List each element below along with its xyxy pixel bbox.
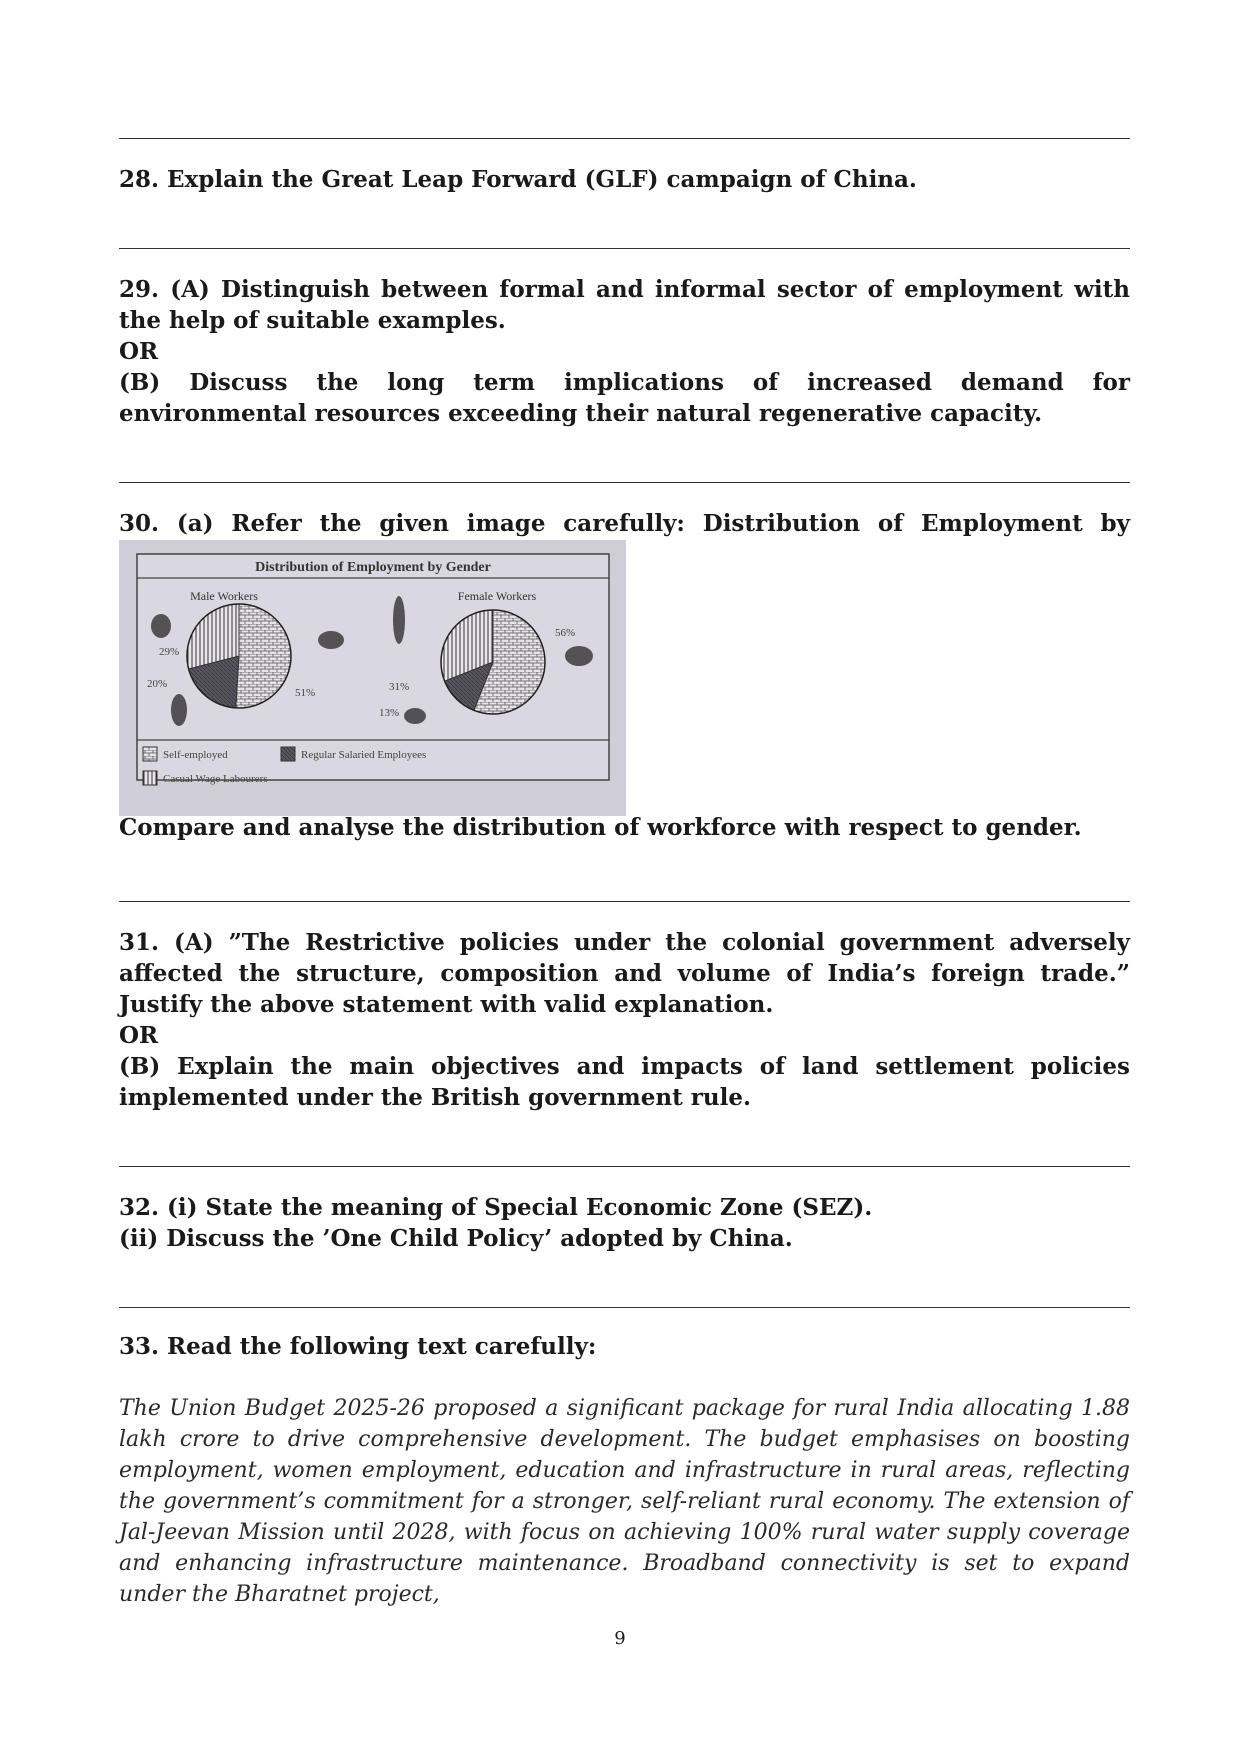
pie-slice-label: 31% xyxy=(389,681,410,693)
question-28 xyxy=(119,164,1130,195)
question-32-part-i: 32. (i) State the meaning of Special Economic Zone (SEZ). xyxy=(119,1194,873,1221)
divider xyxy=(119,138,1130,139)
question-29-part-a: 29. (A) Distinguish between formal and informal sector of employment with the help of suitable examples. xyxy=(119,276,1130,334)
legend-label: Self-employed xyxy=(163,749,228,761)
question-33-passage: The Union Budget 2025-26 proposed a significant package for rural India allocating 1.88 lakh crore to drive comprehensive development. The budget emphasises on boosting employment, women employment, education and infrastructure in rural areas, reflecting the government’s commitment for a stronger, self-reliant rural economy. The extension of Jal-Jeevan Mission until 2028, with focus on achieving 100% rural water supply coverage and enhancing infrastructure maintenance. Broadband connectivity is set to expand under the Bharatnet project, xyxy=(119,1396,1130,1607)
pie-slice-label: 56% xyxy=(555,627,576,639)
legend-label: Casual Wage Labourers xyxy=(163,773,268,785)
legend-swatch xyxy=(281,747,295,761)
question-32 xyxy=(119,1192,1130,1254)
worker-figure-icon xyxy=(171,694,187,726)
pie-slice-label: 29% xyxy=(159,646,180,658)
question-31-part-a: 31. (A) ”The Restrictive policies under the colonial government adversely affected the structure, composition and volume of India’s foreign trade.” Justify the above statement with valid explanation. xyxy=(119,929,1130,1018)
question-33-intro: 33. Read the following text carefully: xyxy=(119,1333,597,1360)
or-label: OR xyxy=(119,1022,159,1049)
divider xyxy=(119,482,1130,483)
divider xyxy=(119,248,1130,249)
question-29-part-b: (B) Discuss the long term implications of increased demand for environmental resources exceeding their natural regenerative capacity. xyxy=(119,369,1130,427)
divider xyxy=(119,1307,1130,1308)
question-30-intro-text: 30. (a) Refer the given image carefully: Distribution of Employment by xyxy=(119,510,1130,537)
worker-figure-icon xyxy=(318,631,344,649)
pie-slice-label: 13% xyxy=(379,707,400,719)
question-29 xyxy=(119,274,1130,429)
question-33 xyxy=(119,1331,1130,1362)
pie-slice-label: 20% xyxy=(147,678,168,690)
question-28-text: 28. Explain the Great Leap Forward (GLF) campaign of China. xyxy=(119,166,917,193)
worker-figure-icon xyxy=(565,646,593,666)
worker-figure-icon xyxy=(393,596,405,644)
question-32-part-ii: (ii) Discuss the ’One Child Policy’ adopted by China. xyxy=(119,1225,793,1252)
divider xyxy=(119,901,1130,902)
or-label: OR xyxy=(119,338,159,365)
pie-title: Male Workers xyxy=(190,589,258,603)
question-31 xyxy=(119,927,1130,1113)
legend-swatch xyxy=(143,747,157,761)
question-30-after-text: Compare and analyse the distribution of workforce with respect to gender. xyxy=(119,814,1082,841)
legend-label: Regular Salaried Employees xyxy=(301,749,427,761)
question-31-part-b: (B) Explain the main objectives and impacts of land settlement policies implemented under the British government rule. xyxy=(119,1053,1130,1111)
employment-pie-charts xyxy=(119,540,626,816)
worker-figure-icon xyxy=(151,614,171,638)
chart-title: Distribution of Employment by Gender xyxy=(255,560,491,575)
divider xyxy=(119,1166,1130,1167)
pie-slice-label: 51% xyxy=(295,687,316,699)
legend-swatch xyxy=(143,771,157,785)
employment-gender-figure xyxy=(119,540,626,816)
page-number: 9 xyxy=(614,1628,626,1649)
worker-figure-icon xyxy=(404,708,426,724)
pie-title: Female Workers xyxy=(457,589,537,603)
question-30-after xyxy=(119,812,1130,843)
